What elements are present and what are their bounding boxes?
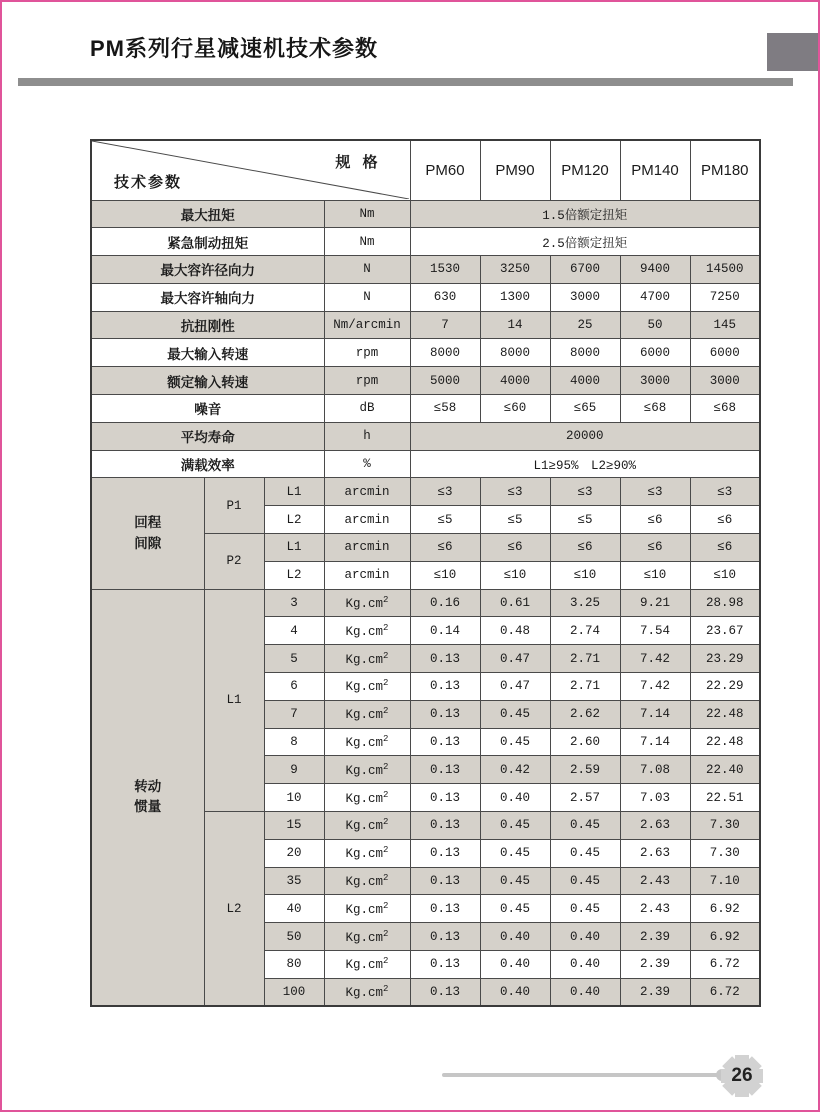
value-cell: 145: [690, 311, 760, 339]
value-cell: 0.40: [550, 923, 620, 951]
table-row: [91, 395, 760, 423]
value-cell: 4700: [620, 283, 690, 311]
column-header: PM140: [620, 140, 690, 200]
value-cell: 0.45: [550, 895, 620, 923]
value-cell: 0.13: [410, 784, 480, 812]
value-cell: 0.40: [480, 923, 550, 951]
value-cell: 0.40: [550, 951, 620, 979]
value-cell: ≤58: [410, 395, 480, 423]
unit-cell: Nm/arcmin: [324, 311, 410, 339]
unit-cell: rpm: [324, 367, 410, 395]
param-label-cell: 抗扭刚性: [91, 311, 324, 339]
value-cell: ≤6: [620, 534, 690, 562]
ratio-cell: 50: [264, 923, 324, 951]
unit-cell: $Kg.cm^2$: [324, 895, 410, 923]
value-cell: 7.08: [620, 756, 690, 784]
merged-value-cell: 2.5倍额定扭矩: [410, 228, 760, 256]
value-cell: ≤10: [550, 561, 620, 589]
value-cell: 2.74: [550, 617, 620, 645]
ratio-cell: 8: [264, 728, 324, 756]
inertia-section-label: 转动 惯量: [91, 589, 204, 1006]
table-corner-cell: [91, 140, 410, 200]
table-row: [91, 339, 760, 367]
unit-cell: $Kg.cm^2$: [324, 812, 410, 840]
value-cell: 2.71: [550, 645, 620, 673]
table-row: [91, 228, 760, 256]
value-cell: 6.92: [690, 895, 760, 923]
spec-table: [90, 139, 761, 1007]
unit-cell: $Kg.cm^2$: [324, 978, 410, 1006]
value-cell: 22.40: [690, 756, 760, 784]
value-cell: 2.60: [550, 728, 620, 756]
merged-value-cell: 20000: [410, 422, 760, 450]
value-cell: 23.67: [690, 617, 760, 645]
value-cell: 7.14: [620, 728, 690, 756]
value-cell: ≤65: [550, 395, 620, 423]
table-row: [91, 311, 760, 339]
value-cell: 7.54: [620, 617, 690, 645]
value-cell: 0.13: [410, 978, 480, 1006]
unit-cell: N: [324, 283, 410, 311]
value-cell: 0.13: [410, 839, 480, 867]
value-cell: 0.13: [410, 645, 480, 673]
value-cell: 22.51: [690, 784, 760, 812]
value-cell: 2.71: [550, 673, 620, 701]
value-cell: 0.45: [480, 867, 550, 895]
value-cell: 0.13: [410, 812, 480, 840]
value-cell: 0.47: [480, 645, 550, 673]
param-label-cell: 平均寿命: [91, 422, 324, 450]
value-cell: 7.14: [620, 700, 690, 728]
value-cell: 22.48: [690, 728, 760, 756]
value-cell: 8000: [550, 339, 620, 367]
unit-cell: $Kg.cm^2$: [324, 673, 410, 701]
unit-cell: $Kg.cm^2$: [324, 784, 410, 812]
value-cell: ≤5: [410, 506, 480, 534]
param-label-cell: 最大输入转速: [91, 339, 324, 367]
table-row: [91, 422, 760, 450]
value-cell: 3000: [620, 367, 690, 395]
value-cell: 7.30: [690, 812, 760, 840]
table-row: [91, 589, 760, 617]
value-cell: 4000: [480, 367, 550, 395]
value-cell: 28.98: [690, 589, 760, 617]
ratio-cell: 100: [264, 978, 324, 1006]
merged-value-cell: 1.5倍额定扭矩: [410, 200, 760, 228]
page-title: PM系列行星减速机技术参数: [90, 36, 379, 61]
ratio-cell: 20: [264, 839, 324, 867]
value-cell: ≤5: [550, 506, 620, 534]
value-cell: 0.16: [410, 589, 480, 617]
stage-cell: L2: [264, 506, 324, 534]
unit-cell: N: [324, 256, 410, 284]
unit-cell: h: [324, 422, 410, 450]
unit-cell: $Kg.cm^2$: [324, 951, 410, 979]
value-cell: 0.13: [410, 923, 480, 951]
unit-cell: rpm: [324, 339, 410, 367]
value-cell: 6.72: [690, 951, 760, 979]
value-cell: 7.03: [620, 784, 690, 812]
value-cell: 22.48: [690, 700, 760, 728]
value-cell: 0.42: [480, 756, 550, 784]
page-number: 26: [731, 1065, 753, 1086]
value-cell: 7.30: [690, 839, 760, 867]
value-cell: 9400: [620, 256, 690, 284]
value-cell: ≤6: [550, 534, 620, 562]
value-cell: 6700: [550, 256, 620, 284]
param-label-cell: 噪音: [91, 395, 324, 423]
value-cell: 2.39: [620, 951, 690, 979]
unit-cell: $Kg.cm^2$: [324, 700, 410, 728]
value-cell: 2.39: [620, 978, 690, 1006]
table-row: [91, 478, 760, 506]
value-cell: 0.40: [480, 784, 550, 812]
value-cell: 6000: [620, 339, 690, 367]
ratio-cell: 5: [264, 645, 324, 673]
value-cell: 0.61: [480, 589, 550, 617]
value-cell: ≤6: [690, 506, 760, 534]
value-cell: ≤10: [410, 561, 480, 589]
value-cell: 1300: [480, 283, 550, 311]
value-cell: ≤3: [480, 478, 550, 506]
value-cell: 2.63: [620, 839, 690, 867]
unit-cell: arcmin: [324, 561, 410, 589]
value-cell: 0.40: [550, 978, 620, 1006]
value-cell: 2.62: [550, 700, 620, 728]
unit-cell: arcmin: [324, 534, 410, 562]
value-cell: 22.29: [690, 673, 760, 701]
precision-class-cell: P1: [204, 478, 264, 534]
stage-group-cell: L2: [204, 812, 264, 1007]
value-cell: 0.40: [480, 978, 550, 1006]
unit-cell: $Kg.cm^2$: [324, 923, 410, 951]
column-header: PM180: [690, 140, 760, 200]
value-cell: 2.57: [550, 784, 620, 812]
unit-cell: $Kg.cm^2$: [324, 589, 410, 617]
title-underline-bar: [18, 78, 793, 86]
param-label-cell: 最大容许轴向力: [91, 283, 324, 311]
value-cell: 3000: [550, 283, 620, 311]
ratio-cell: 10: [264, 784, 324, 812]
value-cell: 0.45: [480, 895, 550, 923]
unit-cell: arcmin: [324, 478, 410, 506]
corner-label-spec: 规 格: [335, 154, 382, 171]
value-cell: 5000: [410, 367, 480, 395]
value-cell: 0.40: [480, 951, 550, 979]
value-cell: 7.42: [620, 645, 690, 673]
column-header: PM120: [550, 140, 620, 200]
unit-cell: $Kg.cm^2$: [324, 839, 410, 867]
unit-cell: Nm: [324, 228, 410, 256]
value-cell: 9.21: [620, 589, 690, 617]
value-cell: ≤3: [550, 478, 620, 506]
merged-value-cell: L1≥95% L2≥90%: [410, 450, 760, 478]
value-cell: ≤10: [480, 561, 550, 589]
value-cell: ≤10: [620, 561, 690, 589]
value-cell: ≤68: [620, 395, 690, 423]
value-cell: 3250: [480, 256, 550, 284]
value-cell: ≤6: [480, 534, 550, 562]
unit-cell: $Kg.cm^2$: [324, 617, 410, 645]
ratio-cell: 80: [264, 951, 324, 979]
table-row: [91, 256, 760, 284]
ratio-cell: 35: [264, 867, 324, 895]
value-cell: 0.13: [410, 728, 480, 756]
ratio-cell: 6: [264, 673, 324, 701]
value-cell: 0.13: [410, 756, 480, 784]
table-row: [91, 283, 760, 311]
param-label-cell: 最大扭矩: [91, 200, 324, 228]
value-cell: 6.72: [690, 978, 760, 1006]
ratio-cell: 7: [264, 700, 324, 728]
value-cell: 25: [550, 311, 620, 339]
value-cell: ≤5: [480, 506, 550, 534]
ratio-cell: 4: [264, 617, 324, 645]
backlash-section-label: 回程 间隙: [91, 478, 204, 589]
value-cell: 0.45: [480, 839, 550, 867]
value-cell: 2.43: [620, 895, 690, 923]
value-cell: 0.13: [410, 895, 480, 923]
unit-cell: %: [324, 450, 410, 478]
value-cell: 2.59: [550, 756, 620, 784]
value-cell: 8000: [410, 339, 480, 367]
unit-cell: dB: [324, 395, 410, 423]
value-cell: 2.63: [620, 812, 690, 840]
table-row: [91, 450, 760, 478]
value-cell: 0.45: [480, 700, 550, 728]
param-label-cell: 满载效率: [91, 450, 324, 478]
unit-cell: arcmin: [324, 506, 410, 534]
stage-cell: L2: [264, 561, 324, 589]
value-cell: 0.45: [480, 812, 550, 840]
value-cell: 0.47: [480, 673, 550, 701]
value-cell: 2.43: [620, 867, 690, 895]
value-cell: ≤10: [690, 561, 760, 589]
stage-group-cell: L1: [204, 589, 264, 811]
unit-cell: $Kg.cm^2$: [324, 645, 410, 673]
column-header: PM60: [410, 140, 480, 200]
value-cell: 0.13: [410, 951, 480, 979]
value-cell: 2.39: [620, 923, 690, 951]
value-cell: 7: [410, 311, 480, 339]
column-header: PM90: [480, 140, 550, 200]
param-label-cell: 紧急制动扭矩: [91, 228, 324, 256]
ratio-cell: 40: [264, 895, 324, 923]
table-row: [91, 200, 760, 228]
value-cell: 23.29: [690, 645, 760, 673]
corner-accent-block: [767, 33, 820, 71]
value-cell: 14500: [690, 256, 760, 284]
value-cell: 8000: [480, 339, 550, 367]
value-cell: 7.10: [690, 867, 760, 895]
value-cell: 0.13: [410, 673, 480, 701]
value-cell: 4000: [550, 367, 620, 395]
value-cell: 7250: [690, 283, 760, 311]
stage-cell: L1: [264, 478, 324, 506]
value-cell: 14: [480, 311, 550, 339]
value-cell: 0.13: [410, 867, 480, 895]
value-cell: 0.45: [480, 728, 550, 756]
value-cell: 7.42: [620, 673, 690, 701]
value-cell: ≤3: [690, 478, 760, 506]
unit-cell: $Kg.cm^2$: [324, 756, 410, 784]
value-cell: 6.92: [690, 923, 760, 951]
value-cell: ≤6: [620, 506, 690, 534]
ratio-cell: 3: [264, 589, 324, 617]
footer-rule-line: [442, 1073, 722, 1077]
spec-table-body: [91, 140, 760, 1006]
value-cell: 3000: [690, 367, 760, 395]
stage-cell: L1: [264, 534, 324, 562]
value-cell: 0.45: [550, 812, 620, 840]
value-cell: ≤3: [410, 478, 480, 506]
value-cell: 0.13: [410, 700, 480, 728]
ratio-cell: 15: [264, 812, 324, 840]
value-cell: 3.25: [550, 589, 620, 617]
param-label-cell: 最大容许径向力: [91, 256, 324, 284]
value-cell: 50: [620, 311, 690, 339]
precision-class-cell: P2: [204, 534, 264, 590]
table-row: [91, 367, 760, 395]
value-cell: 0.48: [480, 617, 550, 645]
value-cell: 0.14: [410, 617, 480, 645]
value-cell: 0.45: [550, 867, 620, 895]
value-cell: 6000: [690, 339, 760, 367]
param-label-cell: 额定输入转速: [91, 367, 324, 395]
unit-cell: $Kg.cm^2$: [324, 867, 410, 895]
value-cell: ≤6: [690, 534, 760, 562]
value-cell: ≤3: [620, 478, 690, 506]
value-cell: ≤60: [480, 395, 550, 423]
ratio-cell: 9: [264, 756, 324, 784]
value-cell: ≤6: [410, 534, 480, 562]
unit-cell: $Kg.cm^2$: [324, 728, 410, 756]
value-cell: 0.45: [550, 839, 620, 867]
unit-cell: Nm: [324, 200, 410, 228]
corner-label-param: 技术参数: [114, 173, 183, 191]
value-cell: 1530: [410, 256, 480, 284]
value-cell: 630: [410, 283, 480, 311]
value-cell: ≤68: [690, 395, 760, 423]
